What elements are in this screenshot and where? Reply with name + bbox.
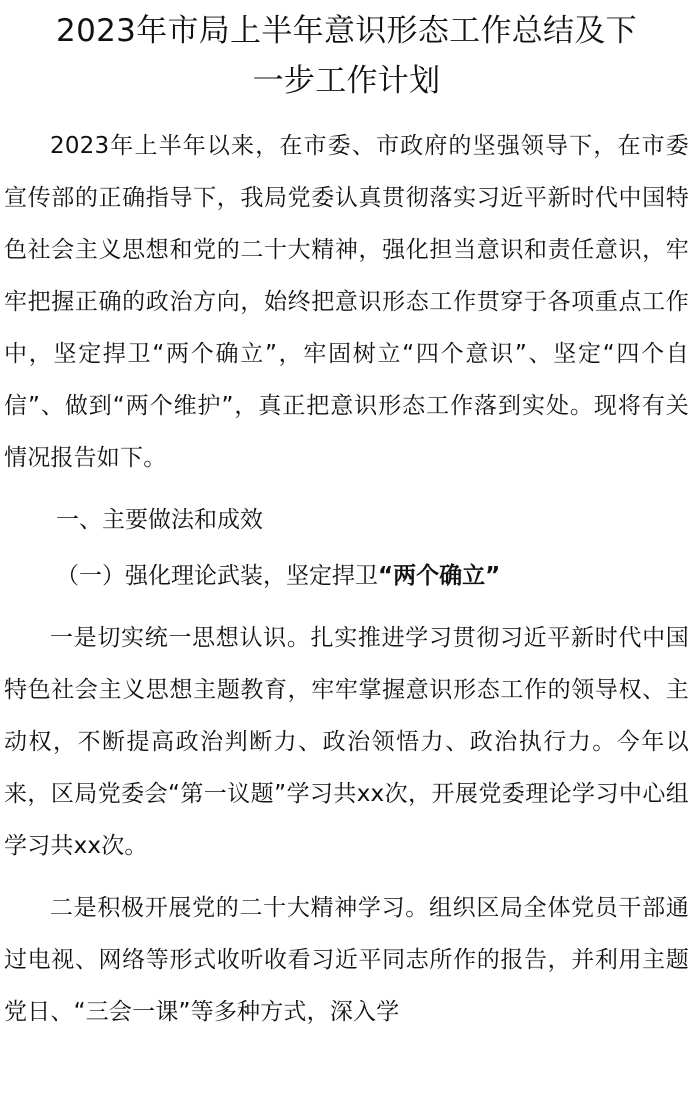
document-title [4,0,689,106]
body-paragraph-1: 一是切实统一思想认识。扎实推进学习贯彻习近平新时代中国特色社会主义思想主题教育，牢牢掌握意识形态工作的领导权、主动权，不断提高政治判断力、政治领悟力、政治执行力。今年以来，区局党委会“第一议题”学习共xx次，开展党委理论学习中心组学习共xx次。 [4,625,689,859]
intro-paragraph: 2023年上半年以来，在市委、市政府的坚强领导下，在市委宣传部的正确指导下，我局党委认真贯彻落实习近平新时代中国特色社会主义思想和党的二十大精神，强化担当意识和责任意识，牢牢把握正确的政治方向，始终把意识形态工作贯穿于各项重点工作中，坚定捍卫“两个确立”，牢固树立“四个意识”、坚定“四个自信”、做到“两个维护”，真正把意识形态工作落到实处。现将有关情况报告如下。 [4,133,689,471]
title-line-2: 一步工作计划 [252,63,441,99]
subsection-heading-1 [4,550,689,602]
subsection-heading-text: （一）强化理论武装，坚定捍卫 [56,563,378,589]
title-line-1: 2023年市局上半年意识形态工作总结及下 [56,13,637,49]
subsection-heading-emphasis: “两个确立” [378,563,501,589]
body-paragraph-2: 二是积极开展党的二十大精神学习。组织区局全体党员干部通过电视、网络等形式收听收看习近平同志所作的报告，并利用主题党日、“三会一课”等多种方式，深入学 [4,895,689,1025]
section-heading-1: 一、主要做法和成效 [56,507,263,533]
